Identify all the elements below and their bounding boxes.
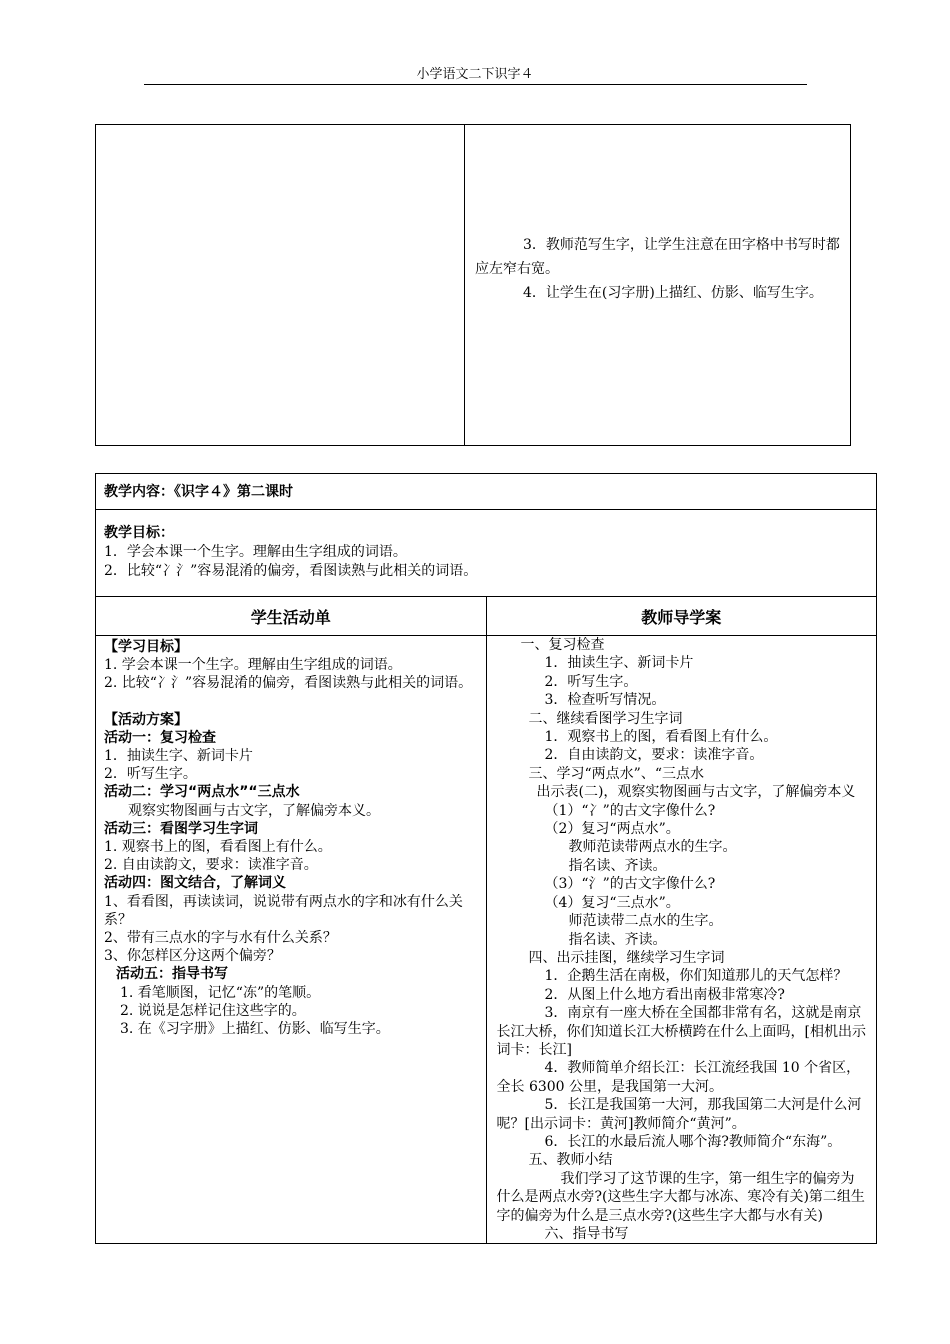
student-activity-line: 2、带有三点水的字与水有什么关系？ (104, 930, 337, 947)
student-activity-line: 活动三：看图学习生字词 (104, 820, 258, 837)
teacher-guide-line: 三、学习“两点水”、“三点水 (528, 765, 704, 782)
goal-item: 1．学会本课一个生字。理解由生字组成的词语。 (104, 544, 407, 560)
lesson-plan-table (95, 473, 877, 1244)
student-activity-line: 【学习目标】 (104, 639, 188, 655)
student-activity-header: 学生活动单 (96, 597, 487, 636)
writing-step-3: 3．教师范写生字，让学生注意在田字格中书写时都应左窄右宽。 (475, 237, 840, 277)
header-rule (144, 84, 807, 85)
teacher-guide-line: 1．观察书上的图，看看图上有什么。 (544, 729, 778, 746)
teacher-guide-line: 教师范读带两点水的生字。 (568, 839, 737, 856)
student-activity-line: 1、看看图，再读读词，说说带有两点水的字和冰有什么关系？ (104, 893, 463, 928)
lesson-table-continued (95, 124, 851, 446)
writing-step-4: 4．让学生在(习字册)上描红、仿影、临写生字。 (523, 285, 823, 301)
teacher-guide-line: 我们学习了这节课的生字，第一组生字的偏旁为什么是两点水旁?(这些生字大都与冰冻、寒冷有关)第二组生字的偏旁为什么是三点水旁?(这些生字大都与水有关) (496, 1170, 865, 1224)
student-activity-line: 1. 学会本课一个生字。理解由生字组成的词语。 (104, 657, 402, 674)
student-activity-line (104, 693, 480, 711)
content-row (96, 474, 877, 510)
teacher-guide-line: 2．听写生字。 (544, 673, 638, 690)
table1-right-cell (465, 125, 851, 446)
teacher-guide-line: 5．长江是我国第一大河，那我国第二大河是什么河呢？[出示词卡：黄河]教师简介“黄河”。 (496, 1097, 862, 1132)
student-activity-line: 3、你怎样区分这两个偏旁？ (104, 948, 281, 965)
teacher-guide-line: 3．检查听写情况。 (544, 692, 666, 709)
goals-row (96, 510, 877, 597)
student-activity-line: 活动四：图文结合，了解词义 (104, 875, 286, 892)
teacher-guide-line: 五、教师小结 (528, 1152, 613, 1169)
teacher-guide-line: （2）复习“两点水”。 (544, 821, 680, 838)
student-activity-line: 活动五：指导书写 (116, 966, 228, 983)
table1-left-cell (96, 125, 465, 446)
teacher-guide-line: 二、继续看图学习生字词 (528, 710, 683, 727)
goal-item: 2．比较“冫氵”容易混淆的偏旁，看图读熟与此相关的词语。 (104, 563, 478, 579)
teacher-guide-line: 指名读、齐读。 (568, 931, 667, 948)
teacher-guide-line: 3．南京有一座大桥在全国都非常有名，这就是南京长江大桥，你们知道长江大桥横跨在什么上面吗，[相机出示词卡：长江] (496, 1005, 866, 1058)
teacher-guide-line: 1．抽读生字、新词卡片 (544, 655, 694, 672)
student-activity-line: 观察实物图画与古文字，了解偏旁本义。 (128, 802, 380, 819)
student-activity-line: 2．听写生字。 (104, 766, 197, 783)
teacher-guide-line: 6．长江的水最后流人哪个海?教师简介“东海”。 (544, 1133, 842, 1150)
teacher-guide-line: 2．自由读韵文，要求：读准字音。 (544, 747, 764, 764)
student-activity-line: 活动二：学习“两点水”“三点水 (104, 784, 300, 801)
student-activity-line: 2. 比较“冫氵”容易混淆的偏旁，看图读熟与此相关的词语。 (104, 675, 473, 692)
student-activity-cell (96, 636, 487, 1244)
student-activity-line: 1．抽读生字、新词卡片 (104, 748, 253, 765)
student-activity-line: 1. 看笔顺图，记忆“冻”的笔顺。 (120, 984, 321, 1001)
teacher-guide-line: 4．教师简单介绍长江：长江流经我国 10 个省区，全长 6300 公里，是我国第一大河。 (496, 1060, 861, 1095)
student-activity-line: 1. 观察书上的图，看看图上有什么。 (104, 839, 332, 856)
teacher-guide-line: （4）复习“三点水”。 (544, 894, 680, 911)
student-activity-line: 3. 在《习字册》上描红、仿影、临写生字。 (120, 1021, 390, 1038)
student-activity-line: 2. 自由读韵文，要求：读准字音。 (104, 857, 318, 874)
content-label: 教学内容：《识字４》第二课时 (104, 483, 293, 500)
teacher-guide-line: 师范读带二点水的生字。 (568, 913, 723, 930)
teacher-guide-line: 一、复习检查 (520, 637, 605, 653)
student-activity-line: 2. 说说是怎样记住这些字的。 (120, 1002, 306, 1019)
teacher-guide-line: 指名读、齐读。 (568, 857, 667, 874)
teacher-guide-line: 1．企鹅生活在南极，你们知道那儿的天气怎样？ (544, 968, 848, 985)
teacher-guide-line: 四、出示挂图，继续学习生字词 (528, 949, 725, 966)
teacher-guide-line: 六、指导书写 (544, 1226, 629, 1242)
teacher-guide-header: 教师导学案 (486, 597, 877, 636)
student-activity-line: 【活动方案】 (104, 711, 188, 728)
goals-label: 教学目标： (104, 525, 174, 541)
teacher-guide-line: （1）“冫”的古文字像什么? (544, 802, 716, 819)
teacher-guide-cell (486, 636, 877, 1244)
teacher-guide-line: 2．从图上什么地方看出南极非常寒冷? (544, 986, 785, 1003)
teacher-guide-line: （3）“氵”的古文字像什么? (544, 876, 716, 893)
student-activity-line: 活动一：复习检查 (104, 729, 216, 746)
teacher-guide-line: 出示表(二)，观察实物图画与古文字，了解偏旁本义 (536, 784, 856, 801)
page-header-title: 小学语文二下识字４ (416, 67, 534, 82)
